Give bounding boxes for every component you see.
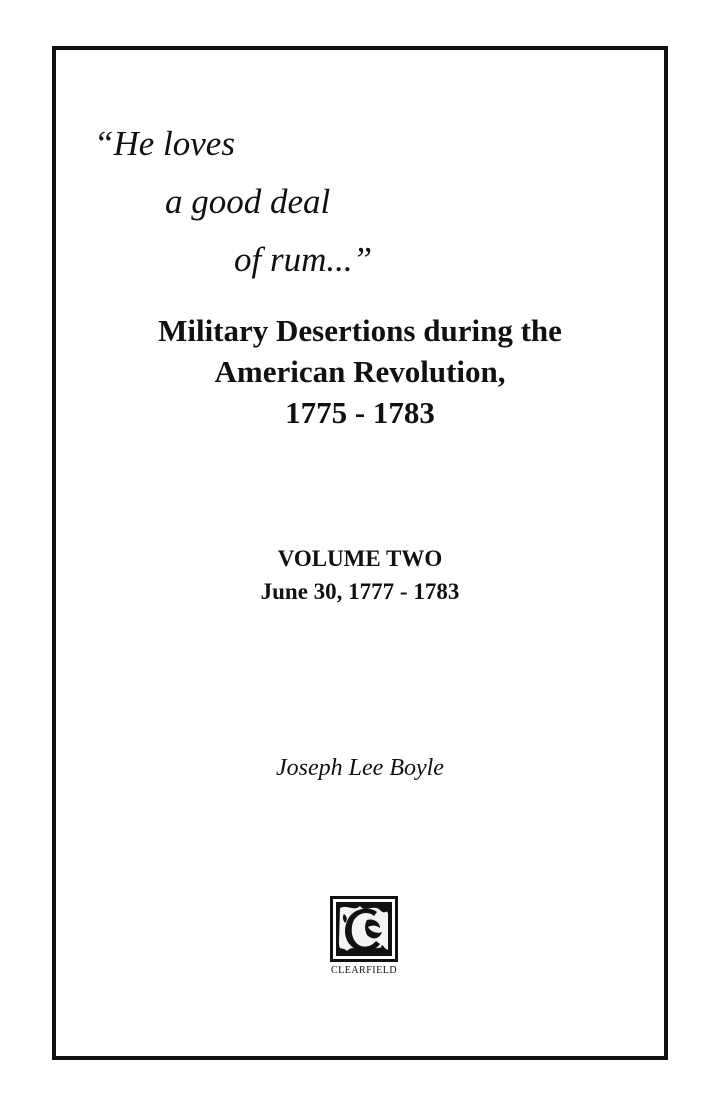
clearfield-c-monogram-icon <box>330 896 398 962</box>
quote-line-1: “He loves <box>94 124 235 163</box>
book-title <box>56 310 664 433</box>
book-title-line-2: American Revolution, <box>214 354 506 389</box>
quote-line-3: of rum...” <box>234 240 373 279</box>
book-title-line-1: Military Desertions during the <box>158 313 562 348</box>
volume-info <box>56 542 664 608</box>
volume-label: VOLUME TWO <box>277 546 443 571</box>
publisher-name: CLEARFIELD <box>330 965 398 976</box>
book-title-line-3: 1775 - 1783 <box>285 395 435 430</box>
volume-dates: June 30, 1777 - 1783 <box>260 579 460 604</box>
title-page-frame <box>52 46 668 1060</box>
author-name: Joseph Lee Boyle <box>276 755 444 781</box>
quote-line-2: a good deal <box>165 182 331 221</box>
publisher-imprint <box>314 896 414 976</box>
